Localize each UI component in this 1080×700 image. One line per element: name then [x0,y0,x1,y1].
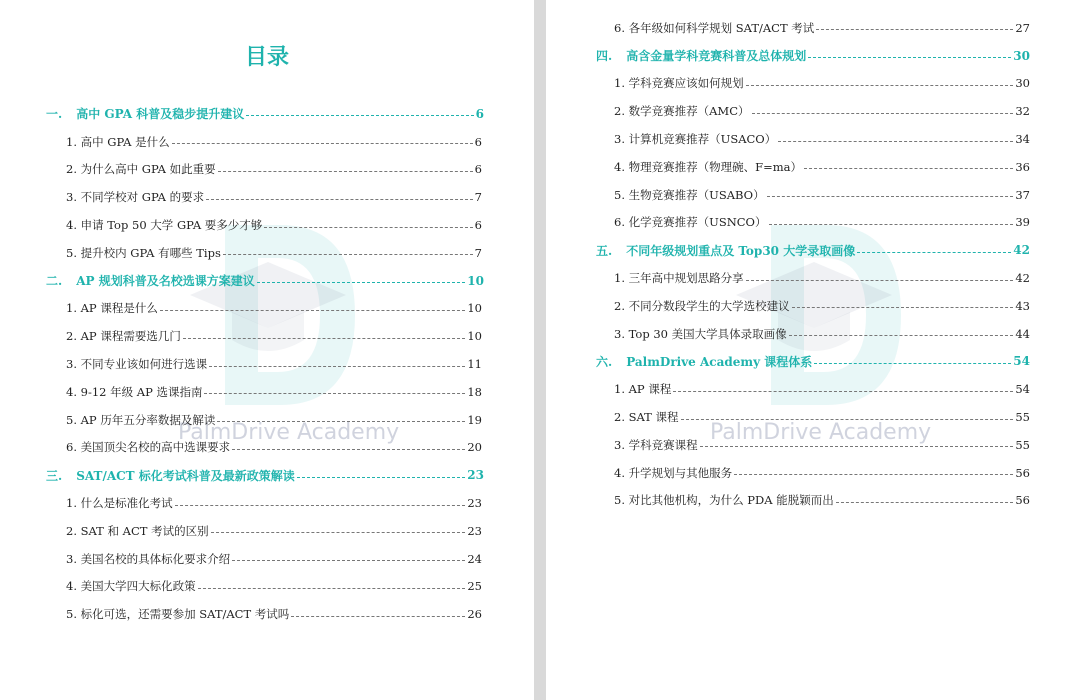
toc-title: 目录 [244,45,289,70]
toc-page-number: 56 [1015,465,1030,480]
dotted-leader [246,115,473,116]
toc-page-number: 54 [1013,354,1030,369]
toc-entry[interactable] [546,320,1080,348]
right-page [546,0,1080,700]
toc-entry[interactable] [0,573,534,601]
toc-page-number: 23 [467,468,484,483]
toc-entry-label: 4. 升学规划与其他服务 [614,465,733,480]
toc-section-heading[interactable] [546,42,1080,70]
toc-page-number: 44 [1015,326,1030,341]
toc-entry-label [46,467,295,484]
toc-page-number: 6 [474,162,482,177]
toc-entry-label: 2. SAT 和 ACT 考试的区别 [66,523,209,538]
toc-page-number: 24 [467,551,482,566]
toc-entry-label: 3. 学科竞赛课程 [614,437,698,452]
dotted-leader [204,393,465,394]
dotted-leader [673,391,1013,392]
toc-entry-label: 3. 不同专业该如何进行选课 [66,357,208,372]
toc-entry-label: 3. 美国名校的具体标化要求介绍 [66,551,231,566]
toc-page-number: 6 [475,106,484,121]
toc-entry-label: 5. 对比其他机构，为什么 PDA 能脱颖而出 [614,493,834,508]
dotted-leader [257,282,466,283]
watermark-text: PalmDrive Academy [710,420,932,445]
toc-list-right [546,14,1080,514]
toc-page-number: 7 [474,245,482,260]
dotted-leader [232,560,465,561]
toc-entry-label: 3. 不同学校对 GPA 的要求 [66,190,205,205]
toc-entry-label: 5. 提升校内 GPA 有哪些 Tips [66,245,221,260]
toc-entry[interactable] [0,128,534,156]
toc-entry-label: 6. 化学竞赛推荐（USNCO） [614,215,767,230]
toc-entry-label: 4. 申请 Top 50 大学 GPA 要多少才够 [66,218,263,233]
toc-entry-label: 5. 标化可选，还需要参加 SAT/ACT 考试吗 [66,607,290,622]
dotted-leader [209,366,465,367]
toc-page-number: 55 [1015,410,1030,425]
toc-entry[interactable] [0,434,534,462]
toc-section-number: 一. [46,107,63,122]
toc-section-number: 五. [596,243,613,258]
toc-entry[interactable] [0,378,534,406]
toc-entry-label: 4. 9-12 年级 AP 选课指南 [66,384,203,399]
toc-entry[interactable] [0,517,534,545]
toc-page-number: 30 [1015,76,1030,91]
left-page [0,0,534,700]
toc-entry-label: 2. SAT 课程 [614,410,679,425]
toc-page-number: 23 [467,523,482,538]
toc-entry-label: 1. 三年高中规划思路分享 [614,271,744,286]
toc-page-number: 26 [467,607,482,622]
toc-section-number: 三. [46,468,63,483]
toc-page-number: 42 [1015,271,1030,286]
toc-entry[interactable] [546,125,1080,153]
toc-page-number: 37 [1015,187,1030,202]
dotted-leader [183,338,466,339]
toc-page-number: 10 [467,301,482,316]
toc-entry-label: 2. 为什么高中 GPA 如此重要 [66,162,216,177]
toc-page-number: 39 [1015,215,1030,230]
toc-entry-label: 2. AP 课程需要选几门 [66,329,181,344]
toc-page-number: 10 [467,273,484,288]
toc-section-number: 二. [46,274,63,289]
toc-page-number: 43 [1015,298,1030,313]
dotted-leader [769,224,1014,225]
dotted-leader [217,421,465,422]
toc-section-heading[interactable] [0,267,534,295]
toc-entry[interactable] [546,97,1080,125]
toc-section-title: 高含金量学科竞赛科普及总体规划 [626,49,807,64]
toc-page-number: 7 [474,190,482,205]
toc-entry-label: 1. AP 课程 [614,382,672,397]
toc-entry-label: 6. 美国顶尖名校的高中选课要求 [66,440,231,455]
toc-page-number: 56 [1015,493,1030,508]
dotted-leader [804,168,1013,169]
dotted-leader [746,280,1014,281]
dotted-leader [223,254,473,255]
toc-entry[interactable] [546,487,1080,515]
toc-list-left [0,100,534,628]
dotted-leader [836,502,1014,503]
toc-entry[interactable] [546,70,1080,98]
toc-entry[interactable] [0,183,534,211]
dotted-leader [297,477,466,478]
toc-section-title: AP 规划科普及名校选课方案建议 [76,274,255,289]
toc-page-number: 18 [467,384,482,399]
dotted-leader [746,85,1014,86]
toc-entry[interactable] [546,209,1080,237]
dotted-leader [752,113,1014,114]
dotted-leader [792,307,1014,308]
toc-entry-label [596,353,812,370]
dotted-leader [814,363,1011,364]
toc-section-heading[interactable] [546,348,1080,376]
toc-entry[interactable] [546,292,1080,320]
toc-entry[interactable] [0,239,534,267]
dotted-leader [211,532,466,533]
toc-section-number: 六. [596,354,613,369]
toc-entry-label: 1. AP 课程是什么 [66,301,158,316]
toc-page-number: 36 [1015,159,1030,174]
dotted-leader [291,616,465,617]
toc-page-number: 32 [1015,104,1030,119]
toc-page-number: 6 [474,218,482,233]
toc-page-number: 6 [474,134,482,149]
toc-entry-label: 3. Top 30 美国大学具体录取画像 [614,326,787,341]
toc-section-heading[interactable] [546,236,1080,264]
toc-entry[interactable] [0,600,534,628]
toc-entry-label: 6. 各年级如何科学规划 SAT/ACT 考试 [614,20,815,35]
toc-entry-label: 2. 不同分数段学生的大学选校建议 [614,298,790,313]
toc-entry[interactable] [546,375,1080,403]
toc-entry-label: 3. 计算机竞赛推荐（USACO） [614,132,777,147]
dotted-leader [198,588,466,589]
toc-entry[interactable] [546,459,1080,487]
dotted-leader [175,505,466,506]
dotted-leader [778,141,1013,142]
dotted-leader [734,474,1013,475]
toc-section-title: PalmDrive Academy 课程体系 [626,354,813,369]
toc-page-number: 54 [1015,382,1030,397]
dotted-leader [808,57,1011,58]
toc-entry[interactable] [546,153,1080,181]
toc-page-number: 30 [1013,48,1030,63]
dotted-leader [264,227,472,228]
toc-entry-label: 1. 什么是标准化考试 [66,496,173,511]
dotted-leader [789,335,1014,336]
toc-entry[interactable] [0,489,534,517]
dotted-leader [206,199,473,200]
toc-entry-label: 4. 美国大学四大标化政策 [66,579,196,594]
toc-section-number: 四. [596,49,613,64]
toc-entry-label: 2. 数学竞赛推荐（AMC） [614,104,750,119]
dotted-leader [232,449,465,450]
toc-section-heading[interactable] [0,461,534,489]
toc-entry[interactable] [546,264,1080,292]
toc-page-number: 25 [467,579,482,594]
toc-entry-label: 5. 生物竞赛推荐（USABO） [614,187,765,202]
toc-entry[interactable] [0,156,534,184]
toc-entry-label: 1. 高中 GPA 是什么 [66,134,170,149]
toc-page-number: 23 [467,496,482,511]
toc-section-title: 不同年级规划重点及 Top30 大学录取画像 [626,243,856,258]
toc-entry[interactable] [546,403,1080,431]
dotted-leader [816,29,1013,30]
dotted-leader [218,171,473,172]
dotted-leader [172,143,473,144]
dotted-leader [700,446,1014,447]
toc-entry[interactable] [0,211,534,239]
toc-page-number: 42 [1013,243,1030,258]
toc-entry-label: 1. 学科竞赛应该如何规划 [614,76,744,91]
toc-entry[interactable] [546,14,1080,42]
toc-page-number: 34 [1015,132,1030,147]
toc-entry[interactable] [0,322,534,350]
toc-entry-label [596,47,806,64]
toc-page-number: 11 [467,357,482,372]
toc-page-number: 10 [467,329,482,344]
toc-entry[interactable] [0,350,534,378]
toc-entry[interactable] [0,406,534,434]
toc-page-number: 20 [467,440,482,455]
dotted-leader [767,196,1014,197]
toc-entry-label [596,242,855,259]
toc-entry-label: 5. AP 历年五分率数据及解读 [66,412,216,427]
toc-section-title: 高中 GPA 科普及稳步提升建议 [76,107,245,122]
toc-section-title: SAT/ACT 标化考试科普及最新政策解读 [76,468,295,483]
toc-entry[interactable] [546,431,1080,459]
dotted-leader [857,252,1011,253]
toc-section-heading[interactable] [0,100,534,128]
toc-entry[interactable] [0,545,534,573]
toc-entry-label [46,272,255,289]
dotted-leader [160,310,466,311]
toc-entry[interactable] [0,295,534,323]
watermark-text: PalmDrive Academy [178,420,400,445]
toc-entry[interactable] [546,181,1080,209]
toc-page-number: 55 [1015,437,1030,452]
dotted-leader [681,419,1014,420]
toc-entry-label [46,105,244,122]
toc-page-number: 19 [467,412,482,427]
toc-entry-label: 4. 物理竞赛推荐（物理碗、F=ma） [614,159,803,174]
toc-page-number: 27 [1015,20,1030,35]
